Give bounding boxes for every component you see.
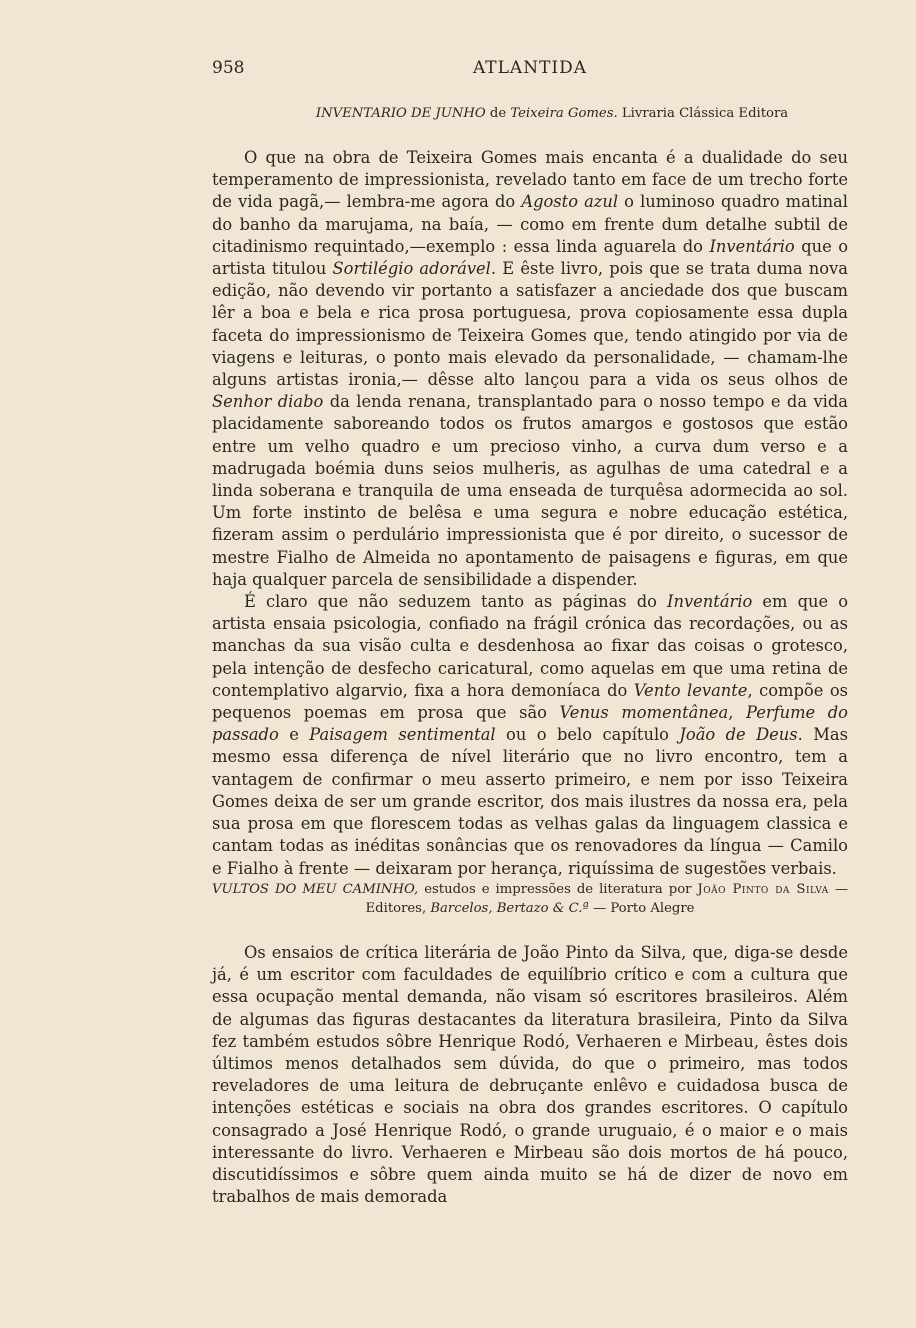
italic-title-run: Inventário bbox=[667, 592, 753, 612]
text-run: ou o belo capítulo bbox=[495, 725, 680, 745]
italic-title-run: Perfume do passado bbox=[212, 703, 848, 745]
italic-title-run: Vento levante bbox=[633, 680, 748, 700]
book-subtitle: estudos e impressões de literatura por bbox=[424, 882, 692, 897]
italic-title-run: Venus momentânea bbox=[559, 703, 729, 723]
text-run: que o artista titulou bbox=[212, 236, 849, 279]
running-title: ATLANTIDA bbox=[472, 58, 588, 78]
book-title: VULTOS DO MEU CAMINHO, bbox=[212, 882, 419, 897]
review-body bbox=[212, 942, 848, 1208]
review-vultos-do-meu-caminho bbox=[212, 880, 848, 1208]
text-run: É claro que não seduzem tanto as páginas do bbox=[244, 592, 668, 612]
page-number: 958 bbox=[212, 58, 245, 78]
text-run: , bbox=[728, 703, 746, 723]
text-run: , compõe os pequenos poemas em prosa que são bbox=[212, 680, 848, 723]
review-heading bbox=[212, 104, 848, 123]
body-paragraph bbox=[212, 147, 848, 591]
italic-title-run: Inventário bbox=[709, 236, 795, 256]
review-body bbox=[212, 147, 848, 880]
text-run: O que na obra de Teixeira Gomes mais encanta é a dualidade do seu temperamento de impressionista, revelado tanto em face de um trecho forte de vida pagã,— lembra-me agora do bbox=[212, 148, 848, 212]
italic-title-run: Sortilégio adorável bbox=[332, 259, 491, 279]
page-header bbox=[212, 58, 848, 82]
heading-separator: — Editores, bbox=[365, 882, 849, 916]
italic-title-run: Agosto azul bbox=[521, 192, 619, 212]
book-publisher: Livraria Clássica Editora bbox=[621, 106, 789, 121]
body-paragraph bbox=[212, 591, 848, 880]
italic-title-run: João de Deus bbox=[679, 725, 798, 745]
text-run: . Mas mesmo essa diferença de nível literário que no livro encontro, tem a vantagem de confirmar o meu asserto primeiro, e nem por isso Teixeira Gomes deixa de ser um grande escritor, dos mais ilustres da nossa era, pela sua prosa em que florescem todas as velhas galas da linguagem classica e cantam todas as inéditas sonâncias que os renovadores da língua — Camilo e Fialho à frente — deixaram por herança, riquíssima de sugestões verbais. bbox=[212, 725, 848, 878]
book-title: INVENTARIO DE JUNHO bbox=[315, 106, 486, 121]
italic-title-run: Paisagem sentimental bbox=[309, 725, 496, 745]
text-run: . E êste livro, pois que se trata duma nova edição, não devendo vir portanto a satisfazer a anciedade dos que buscam lêr a boa e bela e rica prosa portuguesa, prova copiosamente essa dupla faceta do impressionismo de Teixeira Gomes que, tendo atingido por via de viagens e leituras, o ponto mais elevado da personalidade, — chamam-lhe alguns artistas ironia,— dêsse alto lançou para a vida os seus olhos de bbox=[212, 259, 849, 390]
heading-separator: — Porto Alegre bbox=[588, 901, 695, 916]
body-paragraph bbox=[212, 942, 848, 1208]
book-author: João Pinto da Silva bbox=[697, 882, 829, 897]
heading-connector: de bbox=[489, 106, 507, 121]
text-run: da lenda renana, transplantado para o nosso tempo e da vida placidamente saboreando todos os frutos amargos e gostosos que estão entre um velho quadro e um precioso vinho, a curva dum verso e a madrugada boémia duns seios mulheris, as agulhas de uma catedral e a linda soberana e tranquila de uma enseada de turquêsa adormecida ao sol. Um forte instinto de belêsa e uma segura e nobre educação estética, fizeram assim o perdulário impressionista que é por direito, o sucessor de mestre Fialho de Almeida no apontamento de paisagens e figuras, em que haja qualquer parcela de sensibilidade a dispender. bbox=[212, 392, 848, 589]
italic-title-run: Senhor diabo bbox=[212, 392, 324, 412]
text-run: e bbox=[278, 725, 310, 745]
book-author: Teixeira Gomes. bbox=[510, 106, 618, 121]
review-heading bbox=[212, 880, 848, 918]
review-inventario-de-junho bbox=[212, 104, 848, 880]
text-run: o luminoso quadro matinal do banho da marujama, na baía, — como em frente dum detalhe subtil de citadinismo requintado,—exemplo : essa linda aguarela do bbox=[212, 192, 848, 256]
text-run: em que o artista ensaia psicologia, confiado na frágil crónica das recordações, ou as manchas da sua visão culta e desdenhosa ao fixar das coisas o grotesco, pela intenção de desfecho caricatural, como aquelas em que uma retina de contemplativo algarvio, fixa a hora demoníaca do bbox=[212, 592, 849, 700]
text-run: Os ensaios de crítica literária de João Pinto da Silva, que, diga-se desde já, é um escritor com faculdades de equilíbrio crítico e com a cultura que essa ocupação mental demanda, não visam só escritores brasileiros. Além de algumas das figuras destacantes da literatura brasileira, Pinto da Silva fez também estudos sôbre Henrique Rodó, Verhaeren e Mirbeau, êstes dois últimos menos detalhados sem dúvida, do que o primeiro, mas todos reveladores de uma leitura de debruçante enlêvo e cuidadosa busca de intenções estéticas e sociais na obra dos grandes escritores. O capítulo consagrado a José Henrique Rodó, o grande uruguaio, é o maior e o mais interessante do livro. Verhaeren e Mirbeau são dois mortos de há pouco, discutidíssimos e sôbre quem ainda muito se há de dizer de novo em trabalhos de mais demorada bbox=[212, 943, 848, 1207]
book-publisher: Barcelos, Bertazo & C.ª bbox=[430, 901, 589, 916]
